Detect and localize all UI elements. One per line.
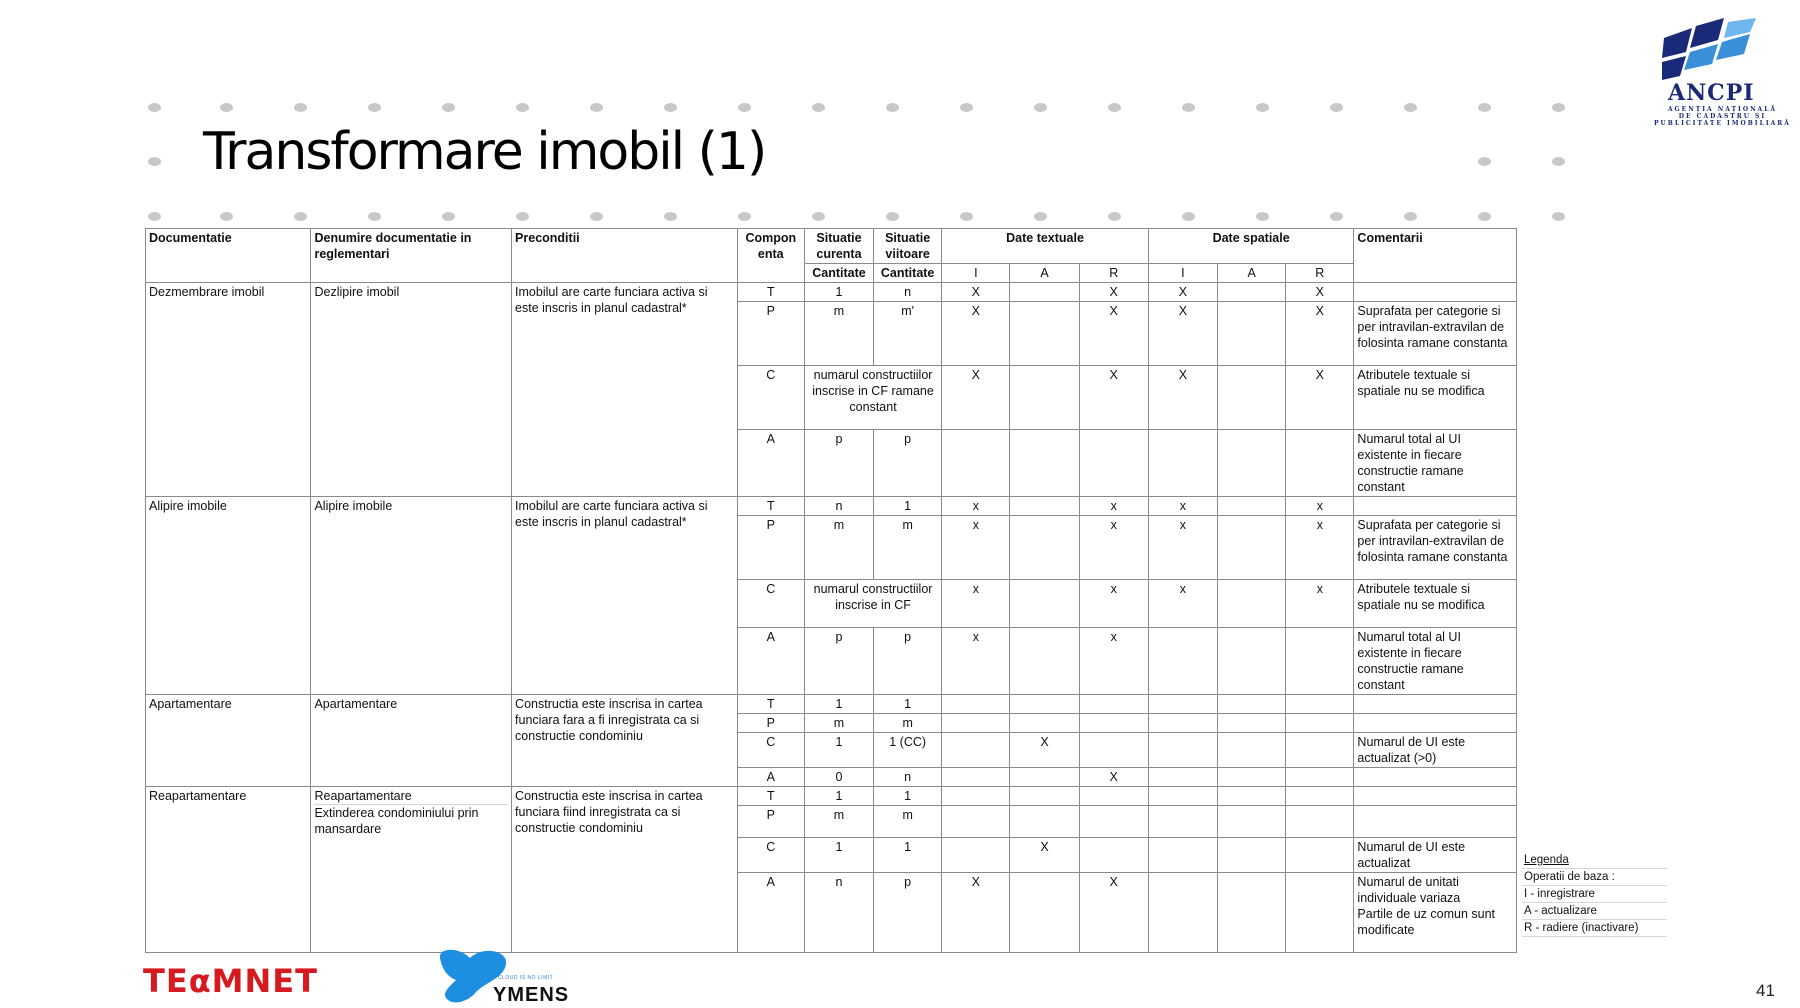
comentariu-text: Suprafata per categorie si per intravilan-extravilan de folosinta ramane constanta xyxy=(1357,304,1508,350)
cell-situatie-curenta: 1 xyxy=(804,283,873,302)
cell-op-ti: x xyxy=(942,580,1010,628)
table-row xyxy=(146,695,1517,714)
decorative-dot xyxy=(1552,212,1565,221)
decorative-dot xyxy=(368,212,381,221)
decorative-dot xyxy=(1404,103,1417,112)
cell-situatie-curenta: 1 xyxy=(804,787,873,806)
cell-op-si: X xyxy=(1148,283,1217,302)
cell-componenta: P xyxy=(737,714,804,733)
cell-componenta: P xyxy=(737,806,804,838)
ancpi-logo xyxy=(1650,18,1795,128)
ancpi-subtitle xyxy=(1650,106,1795,127)
cell-situatie-viitoare: n xyxy=(874,283,942,302)
decorative-dot xyxy=(1108,212,1121,221)
cell-op-ta xyxy=(1010,497,1079,516)
decorative-dot xyxy=(664,103,677,112)
cell-situatie-merged: numarul constructiilor inscrise in CF xyxy=(804,580,941,628)
cell-op-tr xyxy=(1079,838,1148,873)
decorative-dot xyxy=(294,212,307,221)
legend-item: A - actualizare xyxy=(1522,903,1667,920)
cell-op-si xyxy=(1148,695,1217,714)
decorative-dot xyxy=(294,103,307,112)
decorative-dot xyxy=(516,212,529,221)
cell-situatie-viitoare: m xyxy=(874,714,942,733)
cell-situatie-curenta: p xyxy=(804,628,873,695)
cell-op-sa xyxy=(1218,283,1286,302)
cell-op-tr: X xyxy=(1079,768,1148,787)
cell-op-ti: x xyxy=(942,516,1010,580)
cell-op-sr: x xyxy=(1286,497,1354,516)
cell-op-ta xyxy=(1010,695,1079,714)
cell-situatie-viitoare: m' xyxy=(874,302,942,366)
comentariu-text: Suprafata per categorie si per intravilan-extravilan de folosinta ramane constanta xyxy=(1357,518,1508,564)
cell-op-ta xyxy=(1010,366,1079,430)
cell-op-sa xyxy=(1218,873,1286,953)
cell-op-si xyxy=(1148,733,1217,768)
cell-op-sa xyxy=(1218,497,1286,516)
decorative-dot xyxy=(1552,157,1565,166)
cell-denumire xyxy=(311,695,512,787)
comentariu-text: Numarul de UI este actualizat (>0) xyxy=(1357,735,1466,765)
cell-op-tr: X xyxy=(1079,302,1148,366)
cell-comentarii xyxy=(1354,806,1517,838)
cell-documentatie: Alipire imobile xyxy=(146,497,311,695)
header-date-textuale: Date textuale xyxy=(942,229,1149,264)
cell-op-si xyxy=(1148,430,1217,497)
cell-comentarii xyxy=(1354,302,1517,366)
cell-op-ti: x xyxy=(942,628,1010,695)
comentariu-text: Numarul de unitati individuale variaza xyxy=(1357,875,1461,905)
cell-componenta: T xyxy=(737,497,804,516)
legend-title: Legenda xyxy=(1522,852,1667,869)
decorative-dot xyxy=(812,212,825,221)
cell-op-sr xyxy=(1286,628,1354,695)
denumire-text: Dezlipire imobil xyxy=(314,285,400,299)
cell-op-si xyxy=(1148,768,1217,787)
decorative-dot xyxy=(738,103,751,112)
cell-comentarii xyxy=(1354,873,1517,953)
cell-op-ti: X xyxy=(942,283,1010,302)
decorative-dot xyxy=(516,103,529,112)
cell-op-ta: X xyxy=(1010,838,1079,873)
cell-op-sa xyxy=(1218,806,1286,838)
cell-comentarii xyxy=(1354,283,1517,302)
cell-preconditii: Constructia este inscrisa in cartea funciara fara a fi inregistrata ca si constructie condominiu xyxy=(512,695,738,787)
decorative-dot xyxy=(148,212,161,221)
cell-situatie-viitoare: 1 xyxy=(874,497,942,516)
cell-situatie-curenta: n xyxy=(804,497,873,516)
cell-componenta: C xyxy=(737,838,804,873)
cell-comentarii xyxy=(1354,497,1517,516)
cell-op-sa xyxy=(1218,714,1286,733)
cell-situatie-curenta: 1 xyxy=(804,695,873,714)
cell-op-sr: X xyxy=(1286,283,1354,302)
cell-op-sr xyxy=(1286,733,1354,768)
cell-op-sr xyxy=(1286,873,1354,953)
decorative-dot xyxy=(960,103,973,112)
cell-op-tr: x xyxy=(1079,497,1148,516)
cell-op-sa xyxy=(1218,628,1286,695)
decorative-dot xyxy=(960,212,973,221)
cell-op-sr xyxy=(1286,714,1354,733)
ancpi-name: ANCPI xyxy=(1668,80,1755,106)
decorative-dot xyxy=(1256,103,1269,112)
decorative-dot xyxy=(886,212,899,221)
cell-comentarii xyxy=(1354,838,1517,873)
cell-situatie-curenta: n xyxy=(804,873,873,953)
cell-op-tr xyxy=(1079,787,1148,806)
decorative-dot xyxy=(1404,212,1417,221)
cell-op-si xyxy=(1148,628,1217,695)
ancpi-emblem-icon xyxy=(1662,18,1772,80)
header-situatie-curenta: Situatie curenta xyxy=(804,229,873,264)
ancpi-subtitle-line: PUBLICITATE IMOBILIARĂ xyxy=(1654,120,1791,127)
cell-op-tr xyxy=(1079,714,1148,733)
header-preconditii: Preconditii xyxy=(512,229,738,283)
cell-op-sa xyxy=(1218,580,1286,628)
cell-op-tr xyxy=(1079,806,1148,838)
decorative-dot xyxy=(1108,103,1121,112)
cell-situatie-curenta: m xyxy=(804,806,873,838)
decorative-dot xyxy=(1182,212,1195,221)
header-spatial-a: A xyxy=(1218,264,1286,283)
cell-comentarii xyxy=(1354,695,1517,714)
legend-item: R - radiere (inactivare) xyxy=(1522,920,1667,937)
cell-op-si xyxy=(1148,806,1217,838)
comentariu-text: Numarul de UI este actualizat xyxy=(1357,840,1466,870)
decorative-dot xyxy=(590,212,603,221)
comentariu-text: Numarul total al UI existente in fiecare constructie ramane constant xyxy=(1357,630,1464,692)
cell-op-ta xyxy=(1010,302,1079,366)
decorative-dot xyxy=(1330,212,1343,221)
cell-preconditii: Imobilul are carte funciara activa si este inscris in planul cadastral* xyxy=(512,283,738,497)
ymens-name: YMENS xyxy=(493,984,570,1006)
header-spatial-i: I xyxy=(1148,264,1217,283)
header-cantitate: Cantitate xyxy=(874,264,942,283)
header-cantitate: Cantitate xyxy=(804,264,873,283)
cell-op-sa xyxy=(1218,838,1286,873)
cell-op-ta xyxy=(1010,768,1079,787)
header-componenta: Compon enta xyxy=(737,229,804,283)
decorative-dot xyxy=(1478,212,1491,221)
cell-op-ta xyxy=(1010,873,1079,953)
cell-comentarii xyxy=(1354,787,1517,806)
decorative-dot xyxy=(1478,103,1491,112)
decorative-dot xyxy=(442,103,455,112)
cell-componenta: C xyxy=(737,733,804,768)
header-denumire: Denumire documentatie in reglementari xyxy=(311,229,512,283)
denumire-text: Alipire imobile xyxy=(314,499,393,513)
cell-situatie-curenta: m xyxy=(804,516,873,580)
cell-op-ta xyxy=(1010,283,1079,302)
decorative-dot xyxy=(1034,103,1047,112)
cell-op-tr: X xyxy=(1079,366,1148,430)
cell-situatie-curenta: 1 xyxy=(804,838,873,873)
cell-op-sr xyxy=(1286,806,1354,838)
cell-op-si xyxy=(1148,714,1217,733)
decorative-dot xyxy=(738,212,751,221)
cell-documentatie: Reapartamentare xyxy=(146,787,311,953)
cell-situatie-merged: numarul constructiilor inscrise in CF ramane constant xyxy=(804,366,941,430)
decorative-dot xyxy=(1552,103,1565,112)
comentariu-text: Partile de uz comun sunt modificate xyxy=(1357,907,1495,937)
cell-componenta: C xyxy=(737,580,804,628)
transformation-table xyxy=(145,228,1517,953)
comentariu-text: Atributele textuale si spatiale nu se modifica xyxy=(1357,582,1485,612)
cell-op-tr xyxy=(1079,733,1148,768)
decorative-dot xyxy=(220,103,233,112)
cell-componenta: P xyxy=(737,302,804,366)
decorative-dot xyxy=(220,212,233,221)
cell-op-sa xyxy=(1218,302,1286,366)
cell-op-ta xyxy=(1010,628,1079,695)
cell-situatie-viitoare: p xyxy=(874,873,942,953)
cell-situatie-viitoare: n xyxy=(874,768,942,787)
header-documentatie: Documentatie xyxy=(146,229,311,283)
cell-preconditii: Constructia este inscrisa in cartea funciara fiind inregistrata ca si constructie condominiu xyxy=(512,787,738,953)
cell-op-tr xyxy=(1079,695,1148,714)
cell-op-tr: x xyxy=(1079,580,1148,628)
ymens-tagline: CLOUD IS NO LIMIT xyxy=(498,975,554,981)
cell-componenta: A xyxy=(737,430,804,497)
cell-op-sa xyxy=(1218,695,1286,714)
cell-op-sa xyxy=(1218,733,1286,768)
cell-situatie-curenta: p xyxy=(804,430,873,497)
cell-componenta: T xyxy=(737,787,804,806)
cell-op-tr: X xyxy=(1079,283,1148,302)
cell-op-ta xyxy=(1010,806,1079,838)
header-spatial-r: R xyxy=(1286,264,1354,283)
ymens-logo xyxy=(436,948,596,1008)
page-title: Transformare imobil (1) xyxy=(203,122,766,182)
ancpi-subtitle-line: AGENȚIA NAȚIONALĂ xyxy=(1667,106,1778,113)
denumire-text: Reapartamentare xyxy=(314,789,412,803)
cell-op-ti xyxy=(942,768,1010,787)
cell-situatie-curenta: m xyxy=(804,302,873,366)
cell-op-ti: X xyxy=(942,873,1010,953)
cell-situatie-curenta: m xyxy=(804,714,873,733)
cell-op-ti: X xyxy=(942,366,1010,430)
cell-op-ta xyxy=(1010,787,1079,806)
cell-op-tr xyxy=(1079,430,1148,497)
cell-op-ti xyxy=(942,695,1010,714)
legend-item: I - inregistrare xyxy=(1522,886,1667,903)
cell-comentarii xyxy=(1354,430,1517,497)
comentariu-text: Atributele textuale si spatiale nu se modifica xyxy=(1357,368,1485,398)
cell-situatie-curenta: 0 xyxy=(804,768,873,787)
header-textual-i: I xyxy=(942,264,1010,283)
cell-op-sr xyxy=(1286,768,1354,787)
decorative-dot xyxy=(148,157,161,166)
cell-componenta: A xyxy=(737,628,804,695)
legend-item: Operatii de baza : xyxy=(1522,869,1667,886)
decorative-dot xyxy=(812,103,825,112)
cell-op-sa xyxy=(1218,768,1286,787)
decorative-dot xyxy=(886,103,899,112)
cell-op-sa xyxy=(1218,787,1286,806)
decorative-dot xyxy=(148,103,161,112)
cell-comentarii xyxy=(1354,733,1517,768)
cell-denumire xyxy=(311,283,512,497)
cell-op-sr: X xyxy=(1286,302,1354,366)
cell-op-ti xyxy=(942,838,1010,873)
cell-op-sr: x xyxy=(1286,580,1354,628)
cell-op-ti xyxy=(942,733,1010,768)
cell-op-sa xyxy=(1218,516,1286,580)
cell-op-sr xyxy=(1286,838,1354,873)
cell-preconditii: Imobilul are carte funciara activa si este inscris in planul cadastral* xyxy=(512,497,738,695)
cell-comentarii xyxy=(1354,714,1517,733)
cell-componenta: P xyxy=(737,516,804,580)
decorative-dot xyxy=(1256,212,1269,221)
cell-op-si: x xyxy=(1148,580,1217,628)
cell-componenta: T xyxy=(737,695,804,714)
denumire-text: Extinderea condominiului prin mansardare xyxy=(314,804,508,837)
cell-op-ti: x xyxy=(942,497,1010,516)
decorative-dot xyxy=(1034,212,1047,221)
cell-op-sr xyxy=(1286,787,1354,806)
decorative-dot xyxy=(1478,157,1491,166)
cell-situatie-viitoare: p xyxy=(874,628,942,695)
cell-op-ti: X xyxy=(942,302,1010,366)
cell-denumire xyxy=(311,787,512,953)
table-row xyxy=(146,497,1517,516)
cell-op-ta xyxy=(1010,580,1079,628)
decorative-dot xyxy=(1182,103,1195,112)
cell-op-ta xyxy=(1010,516,1079,580)
cell-comentarii xyxy=(1354,628,1517,695)
header-date-spatiale: Date spatiale xyxy=(1148,229,1354,264)
cell-op-sa xyxy=(1218,366,1286,430)
header-row xyxy=(146,229,1517,264)
header-textual-a: A xyxy=(1010,264,1079,283)
cell-comentarii xyxy=(1354,768,1517,787)
cell-op-ta: X xyxy=(1010,733,1079,768)
decorative-dot xyxy=(368,103,381,112)
cell-denumire xyxy=(311,497,512,695)
cell-op-si xyxy=(1148,873,1217,953)
cell-op-ta xyxy=(1010,430,1079,497)
cell-op-si: X xyxy=(1148,366,1217,430)
cell-op-si: x xyxy=(1148,497,1217,516)
cell-op-sr: X xyxy=(1286,366,1354,430)
cell-comentarii xyxy=(1354,366,1517,430)
cell-situatie-curenta: 1 xyxy=(804,733,873,768)
cell-op-ti xyxy=(942,430,1010,497)
decorative-dot xyxy=(442,212,455,221)
cell-componenta: C xyxy=(737,366,804,430)
comentariu-text: Numarul total al UI existente in fiecare constructie ramane constant xyxy=(1357,432,1464,494)
decorative-dot xyxy=(664,212,677,221)
header-comentarii: Comentarii xyxy=(1354,229,1517,283)
cell-situatie-viitoare: m xyxy=(874,516,942,580)
cell-documentatie: Dezmembrare imobil xyxy=(146,283,311,497)
table-row xyxy=(146,283,1517,302)
cell-op-si: X xyxy=(1148,302,1217,366)
cell-op-si: x xyxy=(1148,516,1217,580)
cell-op-ti xyxy=(942,806,1010,838)
cell-componenta: T xyxy=(737,283,804,302)
cell-op-tr: x xyxy=(1079,516,1148,580)
cell-situatie-viitoare: 1 xyxy=(874,838,942,873)
cell-situatie-viitoare: m xyxy=(874,806,942,838)
cell-situatie-viitoare: 1 (CC) xyxy=(874,733,942,768)
denumire-text: Apartamentare xyxy=(314,697,398,711)
cell-op-ta xyxy=(1010,714,1079,733)
ancpi-subtitle-line: DE CADASTRU ȘI xyxy=(1678,113,1767,120)
table-row xyxy=(146,787,1517,806)
cell-comentarii xyxy=(1354,580,1517,628)
cell-comentarii xyxy=(1354,516,1517,580)
cell-op-si xyxy=(1148,838,1217,873)
cell-situatie-viitoare: p xyxy=(874,430,942,497)
cell-op-ti xyxy=(942,714,1010,733)
cell-op-sr xyxy=(1286,430,1354,497)
teamnet-logo: TEαMNET xyxy=(143,962,318,1000)
cell-situatie-viitoare: 1 xyxy=(874,787,942,806)
cell-op-sr xyxy=(1286,695,1354,714)
cell-componenta: A xyxy=(737,768,804,787)
cell-op-sa xyxy=(1218,430,1286,497)
decorative-dot xyxy=(590,103,603,112)
decorative-dot xyxy=(1330,103,1343,112)
legend xyxy=(1522,852,1667,937)
header-textual-r: R xyxy=(1079,264,1148,283)
header-situatie-viitoare: Situatie viitoare xyxy=(874,229,942,264)
cell-documentatie: Apartamentare xyxy=(146,695,311,787)
cell-situatie-viitoare: 1 xyxy=(874,695,942,714)
cell-op-tr: X xyxy=(1079,873,1148,953)
cell-op-si xyxy=(1148,787,1217,806)
cell-op-tr: x xyxy=(1079,628,1148,695)
cell-componenta: A xyxy=(737,873,804,953)
page-number: 41 xyxy=(1756,981,1775,1000)
cell-op-ti xyxy=(942,787,1010,806)
cell-op-sr: x xyxy=(1286,516,1354,580)
